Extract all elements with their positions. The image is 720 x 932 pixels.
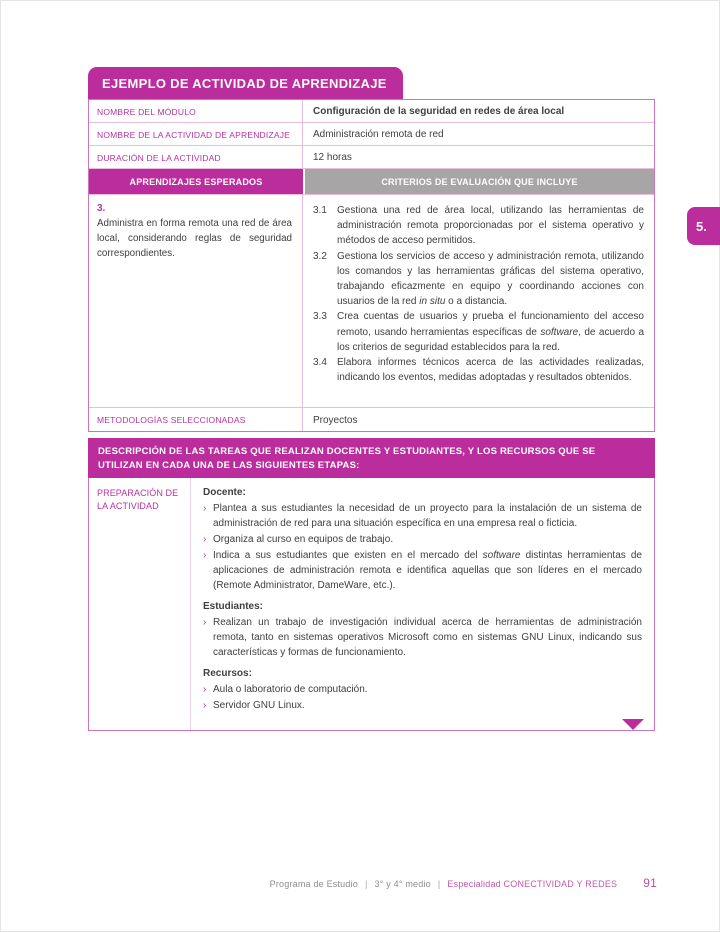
footer-program: Programa de Estudio: [269, 879, 358, 889]
criterion-item: [313, 355, 644, 385]
criterion-text: Gestiona una red de área local, utilizando las herramientas de administración remota proporcionadas por el sistema operativo y métodos de acceso permitidos.: [337, 205, 644, 247]
bullet-text: Servidor GNU Linux.: [213, 700, 305, 711]
row-label-activity-name: NOMBRE DE LA ACTIVIDAD DE APRENDIZAJE: [89, 123, 303, 145]
row-value-module: Configuración de la seguridad en redes de área local: [313, 106, 565, 117]
row-label-methodology: METODOLOGÍAS SELECCIONADAS: [89, 408, 303, 431]
row-label-module: NOMBRE DEL MÓDULO: [89, 100, 303, 122]
footer-separator: |: [365, 879, 368, 889]
header-evaluation-criteria: CRITERIOS DE EVALUACIÓN QUE INCLUYE: [305, 169, 654, 194]
page-title: EJEMPLO DE ACTIVIDAD DE APRENDIZAJE: [88, 67, 403, 99]
bullet-chevron-icon: ›: [203, 684, 207, 695]
bullet-item: [203, 532, 642, 547]
activity-info-table: [88, 99, 655, 432]
footer-grade: 3° y 4° medio: [374, 879, 431, 889]
criterion-text: Gestiona los servicios de acceso y administración remota, utilizando los comandos y las herramientas gráficas del sistema operativo, trabajando eficazmente en equipo y coordinando acciones con usuarios de la red in situ o a distancia.: [337, 250, 644, 308]
activity-sheet: [88, 67, 655, 731]
row-label-duration: DURACIÓN DE LA ACTIVIDAD: [89, 146, 303, 168]
criteria-cell: [303, 195, 654, 407]
tasks-description-banner: DESCRIPCIÓN DE LAS TAREAS QUE REALIZAN DOCENTES Y ESTUDIANTES, Y LOS RECURSOS QUE SE UTILIZAN EN CADA UNA DE LAS SIGUIENTES ETAPAS:: [88, 438, 655, 478]
bullet-item: [203, 548, 642, 593]
table-row: [89, 408, 654, 431]
criterion-text: Crea cuentas de usuarios y prueba el funcionamiento del acceso remoto, usando herramientas específicas de software, de acuerdo a los criterios de seguridad establecidos para la red.: [337, 311, 645, 353]
learning-content-row: [89, 195, 654, 408]
chapter-tab: [687, 207, 720, 245]
bullet-chevron-icon: ›: [203, 617, 207, 628]
bullet-item: [203, 615, 642, 660]
criterion-text: Elabora informes técnicos acerca de las actividades realizadas, indicando los eventos, medidas adoptadas y resultados obtenidos.: [337, 357, 644, 384]
table-header-row: [89, 169, 654, 195]
bullet-chevron-icon: ›: [203, 550, 207, 561]
criterion-number: 3.4: [313, 357, 327, 369]
bullet-chevron-icon: ›: [203, 534, 207, 545]
criterion-number: 3.2: [313, 250, 327, 262]
row-value-methodology: Proyectos: [313, 414, 358, 426]
group-heading-estudiantes: Estudiantes:: [203, 601, 264, 612]
bullet-item: [203, 501, 642, 531]
chapter-tab-label: 5.: [696, 218, 707, 234]
criterion-item: [313, 203, 644, 249]
criterion-item: [313, 249, 644, 310]
page-number: 91: [643, 876, 657, 890]
row-value-activity-name: Administración remota de red: [313, 129, 444, 140]
preparation-content: [191, 478, 654, 730]
footer-separator: |: [437, 879, 441, 889]
objective-text: Administra en forma remota una red de área local, considerando reglas de seguridad correspondientes.: [97, 218, 292, 259]
table-row: [89, 146, 654, 169]
group-heading-docente: Docente:: [203, 487, 246, 498]
criterion-number: 3.3: [313, 311, 327, 323]
page-continues-icon: [622, 719, 644, 730]
bullet-item: [203, 698, 642, 713]
group-heading-recursos: Recursos:: [203, 668, 252, 679]
criterion-item: [313, 309, 644, 355]
bullet-item: [203, 682, 642, 697]
bullet-text: Indica a sus estudiantes que existen en el mercado del software distintas herramientas de aplicaciones de administración remota e identifica aquellas que son líderes en el mercado (Remote Administrator, DameWare, etc.).: [213, 550, 642, 591]
table-row: [89, 100, 654, 123]
preparation-section: [88, 478, 655, 731]
objective-number: 3.: [97, 203, 106, 214]
bullet-text: Plantea a sus estudiantes la necesidad de un proyecto para la instalación de un sistema de administración de red para una situación específica en una empresa real o ficticia.: [213, 503, 642, 529]
bullet-text: Organiza al curso en equipos de trabajo.: [213, 534, 394, 545]
bullet-chevron-icon: ›: [203, 700, 207, 711]
preparation-stage-label: PREPARACIÓN DE LA ACTIVIDAD: [89, 478, 191, 730]
criterion-number: 3.1: [313, 205, 327, 216]
table-row: [89, 123, 654, 146]
bullet-chevron-icon: ›: [203, 503, 207, 514]
header-expected-learning: APRENDIZAJES ESPERADOS: [89, 169, 303, 194]
page-footer: [0, 876, 657, 890]
objective-cell: [89, 195, 303, 407]
bullet-text: Aula o laboratorio de computación.: [213, 684, 368, 695]
row-value-duration: 12 horas: [313, 152, 352, 163]
footer-specialty: Especialidad CONECTIVIDAD Y REDES: [447, 879, 618, 889]
bullet-text: Realizan un trabajo de investigación individual acerca de herramientas de administración remota, tanto en sistemas operativos Microsoft como en sistemas GNU Linux, indicando sus características y formas de funcionamiento.: [213, 617, 642, 658]
